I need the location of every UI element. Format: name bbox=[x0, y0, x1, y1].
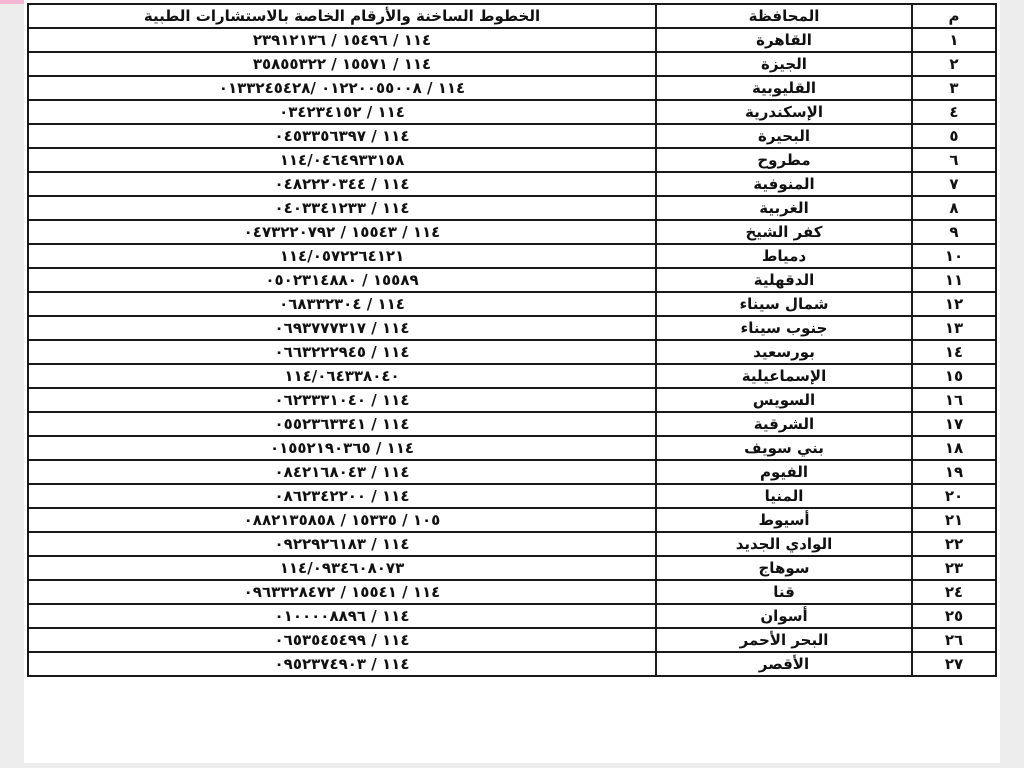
row-hotlines: ١١٤ / ٠٩٢٢٩٢٦١٨٣ bbox=[28, 532, 656, 556]
table-row bbox=[28, 28, 996, 52]
row-governorate: الدقهلية bbox=[656, 268, 912, 292]
row-number: ١٥ bbox=[912, 364, 996, 388]
row-hotlines: ١١٤ / ١٥٤٩٦ / ٢٣٩١٢١٣٦ bbox=[28, 28, 656, 52]
row-hotlines: ١١٤ / ١٥٥٧١ / ٣٥٨٥٥٣٢٢ bbox=[28, 52, 656, 76]
table-row bbox=[28, 532, 996, 556]
table-row bbox=[28, 508, 996, 532]
row-number: ٢ bbox=[912, 52, 996, 76]
row-hotlines: ١١٤ / ٠٦٩٣٧٧٧٣١٧ bbox=[28, 316, 656, 340]
row-governorate: الجيزة bbox=[656, 52, 912, 76]
row-number: ٢٢ bbox=[912, 532, 996, 556]
table-row bbox=[28, 556, 996, 580]
row-hotlines: ١١٤ / ٠٨٤٢١٦٨٠٤٣ bbox=[28, 460, 656, 484]
table-row bbox=[28, 124, 996, 148]
table-row bbox=[28, 580, 996, 604]
row-governorate: القاهرة bbox=[656, 28, 912, 52]
table-row bbox=[28, 316, 996, 340]
row-governorate: قنا bbox=[656, 580, 912, 604]
row-governorate: البحيرة bbox=[656, 124, 912, 148]
table-row bbox=[28, 628, 996, 652]
row-number: ٢١ bbox=[912, 508, 996, 532]
row-governorate: البحر الأحمر bbox=[656, 628, 912, 652]
row-governorate: شمال سيناء bbox=[656, 292, 912, 316]
row-number: ١٧ bbox=[912, 412, 996, 436]
row-hotlines: ١١٤ / ١٥٥٤١ / ٠٩٦٣٣٢٨٤٧٢ bbox=[28, 580, 656, 604]
table-row bbox=[28, 460, 996, 484]
table-row bbox=[28, 196, 996, 220]
row-governorate: كفر الشيخ bbox=[656, 220, 912, 244]
table-row bbox=[28, 100, 996, 124]
table-row bbox=[28, 364, 996, 388]
row-number: ٢٥ bbox=[912, 604, 996, 628]
row-governorate: أسوان bbox=[656, 604, 912, 628]
table-header-row bbox=[28, 4, 996, 28]
row-governorate: الشرقية bbox=[656, 412, 912, 436]
row-hotlines: ١١٤ / ٠٤٥٣٣٥٦٣٩٧ bbox=[28, 124, 656, 148]
row-hotlines: ١١٤/٠٥٧٢٢٦٤١٢١ bbox=[28, 244, 656, 268]
row-governorate: الفيوم bbox=[656, 460, 912, 484]
row-number: ١٢ bbox=[912, 292, 996, 316]
row-hotlines: ١١٤ / ٠٦٢٣٣٣١٠٤٠ bbox=[28, 388, 656, 412]
row-number: ١٩ bbox=[912, 460, 996, 484]
header-number: م bbox=[912, 4, 996, 28]
row-hotlines: ١٠٥ / ١٥٣٣٥ / ٠٨٨٢١٣٥٨٥٨ bbox=[28, 508, 656, 532]
table-row bbox=[28, 268, 996, 292]
row-hotlines: ١١٤ / ٠٦٦٣٢٢٢٩٤٥ bbox=[28, 340, 656, 364]
row-governorate: سوهاج bbox=[656, 556, 912, 580]
row-hotlines: ١١٤ / ٠١٢٢٠٠٥٥٠٠٨ /٠١٣٣٢٤٥٤٢٨ bbox=[28, 76, 656, 100]
row-number: ١٠ bbox=[912, 244, 996, 268]
row-number: ٩ bbox=[912, 220, 996, 244]
row-number: ٣ bbox=[912, 76, 996, 100]
row-governorate: أسيوط bbox=[656, 508, 912, 532]
table-row bbox=[28, 340, 996, 364]
document-sheet bbox=[24, 0, 1000, 763]
row-hotlines: ١١٤ / ٠١٠٠٠٠٨٨٩٦ bbox=[28, 604, 656, 628]
hotlines-table bbox=[27, 3, 997, 677]
row-governorate: الأقصر bbox=[656, 652, 912, 676]
row-governorate: القليوبية bbox=[656, 76, 912, 100]
table-row bbox=[28, 652, 996, 676]
row-number: ١ bbox=[912, 28, 996, 52]
row-number: ١٦ bbox=[912, 388, 996, 412]
table-row bbox=[28, 220, 996, 244]
row-hotlines: ١١٤ / ٠٤٨٢٢٢٠٣٤٤ bbox=[28, 172, 656, 196]
header-hotlines: الخطوط الساخنة والأرقام الخاصة بالاستشارات الطبية bbox=[28, 4, 656, 28]
row-hotlines: ١١٤ / ٠٨٦٢٣٤٢٢٠٠ bbox=[28, 484, 656, 508]
row-number: ٥ bbox=[912, 124, 996, 148]
row-governorate: الإسكندرية bbox=[656, 100, 912, 124]
table-row bbox=[28, 412, 996, 436]
table-row bbox=[28, 172, 996, 196]
row-number: ١٣ bbox=[912, 316, 996, 340]
row-number: ١٤ bbox=[912, 340, 996, 364]
table-row bbox=[28, 52, 996, 76]
row-hotlines: ١١٤ / ٠٤٠٣٣٤١٢٣٣ bbox=[28, 196, 656, 220]
row-governorate: السويس bbox=[656, 388, 912, 412]
row-governorate: الإسماعيلية bbox=[656, 364, 912, 388]
row-governorate: بني سويف bbox=[656, 436, 912, 460]
table-row bbox=[28, 148, 996, 172]
row-number: ٤ bbox=[912, 100, 996, 124]
row-governorate: الغربية bbox=[656, 196, 912, 220]
row-hotlines: ١١٤ / ٠٣٤٢٣٤١٥٢ bbox=[28, 100, 656, 124]
table-row bbox=[28, 436, 996, 460]
row-number: ٧ bbox=[912, 172, 996, 196]
row-governorate: جنوب سيناء bbox=[656, 316, 912, 340]
row-governorate: الوادي الجديد bbox=[656, 532, 912, 556]
table-row bbox=[28, 76, 996, 100]
row-number: ١٨ bbox=[912, 436, 996, 460]
row-number: ٦ bbox=[912, 148, 996, 172]
table-row bbox=[28, 292, 996, 316]
row-number: ٢٦ bbox=[912, 628, 996, 652]
row-hotlines: ١٥٥٨٩ / ٠٥٠٢٣١٤٨٨٠ bbox=[28, 268, 656, 292]
row-hotlines: ١١٤/٠٤٦٤٩٣٣١٥٨ bbox=[28, 148, 656, 172]
row-governorate: مطروح bbox=[656, 148, 912, 172]
header-governorate: المحافظة bbox=[656, 4, 912, 28]
row-number: ١١ bbox=[912, 268, 996, 292]
table-row bbox=[28, 388, 996, 412]
row-governorate: المنيا bbox=[656, 484, 912, 508]
row-number: ٢٧ bbox=[912, 652, 996, 676]
row-number: ٢٠ bbox=[912, 484, 996, 508]
row-governorate: دمياط bbox=[656, 244, 912, 268]
row-governorate: بورسعيد bbox=[656, 340, 912, 364]
table-row bbox=[28, 484, 996, 508]
row-hotlines: ١١٤ / ٠٥٥٢٣٦٣٣٤١ bbox=[28, 412, 656, 436]
row-number: ٨ bbox=[912, 196, 996, 220]
row-hotlines: ١١٤/٠٦٤٣٣٨٠٤٠ bbox=[28, 364, 656, 388]
row-hotlines: ١١٤ / ١٥٥٤٣ / ٠٤٧٣٢٢٠٧٩٢ bbox=[28, 220, 656, 244]
row-governorate: المنوفية bbox=[656, 172, 912, 196]
table-row bbox=[28, 244, 996, 268]
row-number: ٢٣ bbox=[912, 556, 996, 580]
row-hotlines: ١١٤ / ٠٩٥٢٣٧٤٩٠٣ bbox=[28, 652, 656, 676]
table-body bbox=[28, 28, 996, 676]
table-row bbox=[28, 604, 996, 628]
row-hotlines: ١١٤ / ٠١٥٥٢١٩٠٣٦٥ bbox=[28, 436, 656, 460]
row-hotlines: ١١٤ / ٠٦٨٣٣٢٣٠٤ bbox=[28, 292, 656, 316]
row-number: ٢٤ bbox=[912, 580, 996, 604]
row-hotlines: ١١٤ / ٠٦٥٣٥٤٥٤٩٩ bbox=[28, 628, 656, 652]
row-hotlines: ١١٤/٠٩٣٤٦٠٨٠٧٣ bbox=[28, 556, 656, 580]
